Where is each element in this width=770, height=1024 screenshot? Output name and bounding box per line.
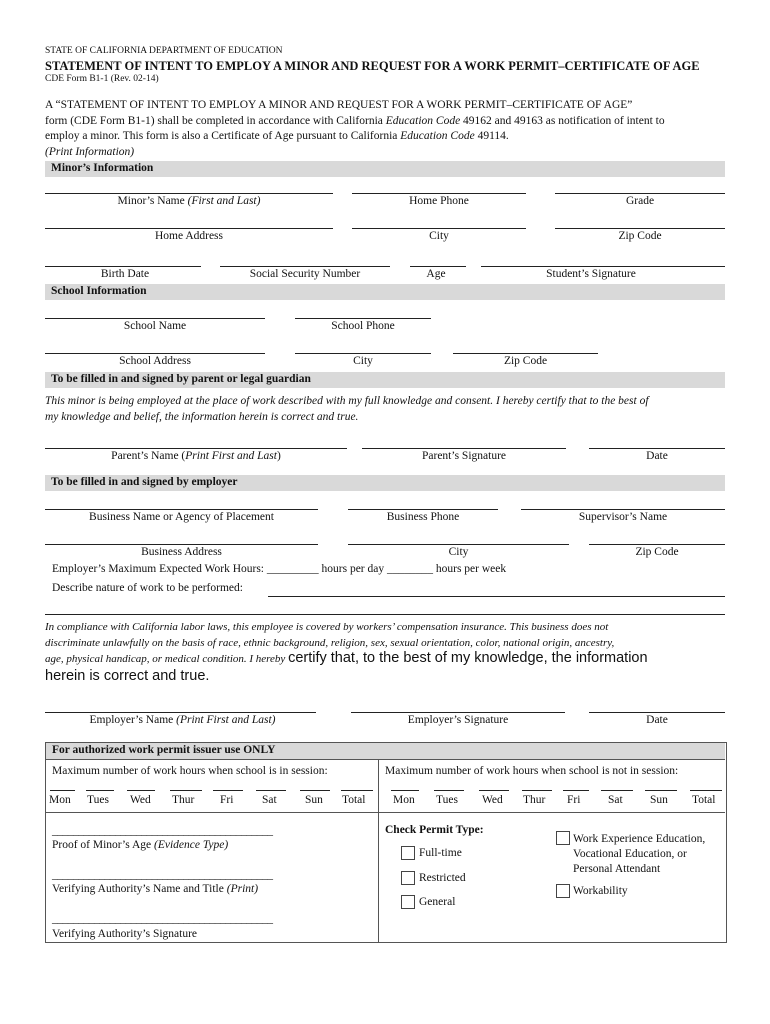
parent-heading: To be filled in and signed by parent or legal guardian — [45, 372, 725, 388]
home-phone-field[interactable] — [352, 193, 526, 194]
school-zip-field[interactable] — [453, 353, 598, 354]
issuer-divider — [46, 759, 725, 760]
intro-line-2: form (CDE Form B1-1) shall be completed in accordance with California Education Code 49162 and 49163 as notification of intent to — [45, 114, 665, 127]
employer-signature-field[interactable] — [351, 712, 565, 713]
full-time-checkbox[interactable] — [401, 846, 415, 860]
supervisor-name-field[interactable] — [521, 509, 725, 510]
intro-paragraph — [45, 98, 735, 160]
business-city-field[interactable] — [348, 544, 569, 545]
parent-name-field[interactable] — [45, 448, 347, 449]
student-signature-field[interactable] — [481, 266, 725, 267]
in-session-mon-label: Mon — [49, 794, 71, 806]
out-session-wed-field[interactable] — [479, 790, 509, 791]
minor-zip-field[interactable] — [555, 228, 725, 229]
issuer-column-divider — [378, 759, 379, 942]
issuer-heading: For authorized work permit issuer use ONLY — [46, 743, 725, 759]
business-phone-field[interactable] — [348, 509, 498, 510]
verifying-signature-field[interactable]: __________________________________________ — [52, 913, 273, 925]
out-session-thur-label: Thur — [523, 794, 546, 806]
out-session-thur-field[interactable] — [522, 790, 552, 791]
parent-signature-label: Parent’s Signature — [422, 450, 506, 462]
minor-city-field[interactable] — [352, 228, 526, 229]
employer-name-field[interactable] — [45, 712, 316, 713]
nature-of-work-field[interactable] — [268, 596, 725, 597]
restricted-label: Restricted — [419, 872, 466, 884]
out-session-mon-field[interactable] — [391, 790, 419, 791]
not-in-session-label: Maximum number of work hours when school is not in session: — [385, 765, 679, 777]
parent-statement: This minor is being employed at the place of work described with my full knowledge and consent. I hereby certify that to the best of my knowledge and belief, the information herein is correct and true. — [45, 395, 649, 423]
minor-info-heading: Minor’s Information — [45, 161, 725, 177]
work-experience-checkbox[interactable] — [556, 831, 570, 845]
employer-signature-label: Employer’s Signature — [407, 714, 509, 726]
in-session-thur-label: Thur — [172, 794, 195, 806]
school-zip-label: Zip Code — [503, 355, 548, 367]
in-session-total-field[interactable] — [341, 790, 373, 791]
business-city-label: City — [448, 546, 469, 558]
employer-heading: To be filled in and signed by employer — [45, 475, 725, 491]
out-session-tues-label: Tues — [436, 794, 458, 806]
in-session-sun-field[interactable] — [300, 790, 330, 791]
general-checkbox[interactable] — [401, 895, 415, 909]
home-address-label: Home Address — [154, 230, 224, 242]
minor-name-label: Minor’s Name (First and Last) — [117, 195, 261, 207]
birth-date-field[interactable] — [45, 266, 201, 267]
workability-checkbox[interactable] — [556, 884, 570, 898]
check-permit-type-label: Check Permit Type: — [385, 824, 484, 836]
work-hours-label: Employer’s Maximum Expected Work Hours: — [52, 563, 265, 575]
out-session-mon-label: Mon — [393, 794, 415, 806]
out-session-sun-field[interactable] — [645, 790, 677, 791]
verifying-name-field[interactable]: __________________________________________ — [52, 869, 273, 881]
workability-label: Workability — [573, 885, 628, 897]
intro-line-1: A “STATEMENT OF INTENT TO EMPLOY A MINOR AND REQUEST FOR A WORK PERMIT–CERTIFICATE OF AGE” — [45, 99, 633, 111]
business-name-field[interactable] — [45, 509, 318, 510]
out-session-total-field[interactable] — [690, 790, 722, 791]
business-name-label: Business Name or Agency of Placement — [89, 511, 274, 523]
age-field[interactable] — [410, 266, 466, 267]
school-info-heading: School Information — [45, 284, 725, 300]
grade-label: Grade — [625, 195, 655, 207]
ssn-field[interactable] — [220, 266, 390, 267]
out-session-fri-field[interactable] — [563, 790, 589, 791]
school-phone-label: School Phone — [331, 320, 395, 332]
school-city-field[interactable] — [295, 353, 431, 354]
minor-name-field[interactable] — [45, 193, 333, 194]
parent-date-field[interactable] — [589, 448, 725, 449]
home-phone-label: Home Phone — [409, 195, 469, 207]
proof-of-age-field[interactable]: __________________________________________ — [52, 825, 273, 837]
full-time-label: Full-time — [419, 847, 462, 859]
nature-of-work-label: Describe nature of work to be performed: — [52, 582, 243, 594]
compliance-statement: In compliance with California labor laws, this employee is covered by workers’ compensation insurance. This business does not discriminate unlawfully on the basis of race, ethnic background, religion, sex, sexual orientation, color, national origin, ancestry, age, physical handicap, or medical condition. I hereby certify that, to the best of my knowledge, the information herein is correct and true. — [45, 621, 648, 684]
verifying-signature-label: Verifying Authority’s Signature — [52, 928, 198, 940]
school-address-field[interactable] — [45, 353, 265, 354]
work-experience-label: Work Experience Education, Vocational Education, or Personal Attendant — [573, 833, 706, 875]
intro-line-3: employ a minor. This form is also a Certificate of Age pursuant to California Education Code 49114. — [45, 130, 509, 142]
student-signature-label: Student’s Signature — [546, 268, 636, 280]
in-session-sat-label: Sat — [262, 794, 277, 806]
in-session-sun-label: Sun — [305, 794, 323, 806]
supervisor-name-label: Supervisor’s Name — [578, 511, 668, 523]
work-hours-row — [52, 563, 506, 575]
in-session-mon-field[interactable] — [50, 790, 75, 791]
school-name-field[interactable] — [45, 318, 265, 319]
age-label: Age — [426, 268, 446, 280]
birth-date-label: Birth Date — [100, 268, 150, 280]
ssn-label: Social Security Number — [249, 268, 361, 280]
general-label: General — [419, 896, 456, 908]
form-number: CDE Form B1-1 (Rev. 02-14) — [45, 74, 159, 84]
school-city-label: City — [353, 355, 373, 367]
out-session-sat-field[interactable] — [601, 790, 633, 791]
department-name: STATE OF CALIFORNIA DEPARTMENT OF EDUCATION — [45, 46, 283, 56]
employer-date-label: Date — [646, 714, 668, 726]
business-address-field[interactable] — [45, 544, 318, 545]
business-phone-label: Business Phone — [386, 511, 460, 523]
verifying-name-label: Verifying Authority’s Name and Title (Print) — [52, 883, 259, 895]
in-session-label: Maximum number of work hours when school is in session: — [52, 765, 328, 777]
form-title: STATEMENT OF INTENT TO EMPLOY A MINOR AND REQUEST FOR A WORK PERMIT–CERTIFICATE OF AGE — [45, 59, 700, 73]
school-address-label: School Address — [119, 355, 191, 367]
business-address-label: Business Address — [141, 546, 222, 558]
in-session-tues-field[interactable] — [86, 790, 114, 791]
grade-field[interactable] — [555, 193, 725, 194]
in-session-fri-field[interactable] — [213, 790, 243, 791]
hours-per-day-field[interactable]: _________ — [266, 563, 319, 575]
employer-date-field[interactable] — [589, 712, 725, 713]
minor-city-label: City — [429, 230, 449, 242]
restricted-checkbox[interactable] — [401, 871, 415, 885]
proof-of-age-label: Proof of Minor’s Age (Evidence Type) — [52, 839, 229, 851]
parent-signature-field[interactable] — [362, 448, 566, 449]
out-session-fri-label: Fri — [567, 794, 581, 806]
in-session-tues-label: Tues — [87, 794, 109, 806]
hours-per-day-label: hours per day — [321, 563, 385, 575]
print-information-note: (Print Information) — [45, 145, 135, 158]
out-session-wed-label: Wed — [482, 794, 503, 806]
in-session-total-label: Total — [342, 794, 366, 806]
issuer-row-divider — [46, 812, 725, 813]
nature-of-work-field-2[interactable] — [45, 614, 725, 615]
in-session-sat-field[interactable] — [256, 790, 286, 791]
out-session-total-label: Total — [692, 794, 716, 806]
in-session-wed-label: Wed — [130, 794, 151, 806]
hours-per-week-field[interactable]: ________ — [386, 563, 433, 575]
home-address-field[interactable] — [45, 228, 333, 229]
employer-name-label: Employer’s Name (Print First and Last) — [89, 714, 276, 726]
out-session-tues-field[interactable] — [434, 790, 464, 791]
business-zip-field[interactable] — [589, 544, 725, 545]
minor-zip-label: Zip Code — [618, 230, 662, 242]
in-session-wed-field[interactable] — [127, 790, 155, 791]
business-zip-label: Zip Code — [635, 546, 679, 558]
in-session-thur-field[interactable] — [170, 790, 202, 791]
parent-name-label: Parent’s Name (Print First and Last) — [111, 450, 281, 462]
school-phone-field[interactable] — [295, 318, 431, 319]
parent-date-label: Date — [646, 450, 668, 462]
out-session-sat-label: Sat — [608, 794, 623, 806]
hours-per-week-label: hours per week — [435, 563, 507, 575]
school-name-label: School Name — [123, 320, 187, 332]
in-session-fri-label: Fri — [220, 794, 234, 806]
out-session-sun-label: Sun — [650, 794, 668, 806]
